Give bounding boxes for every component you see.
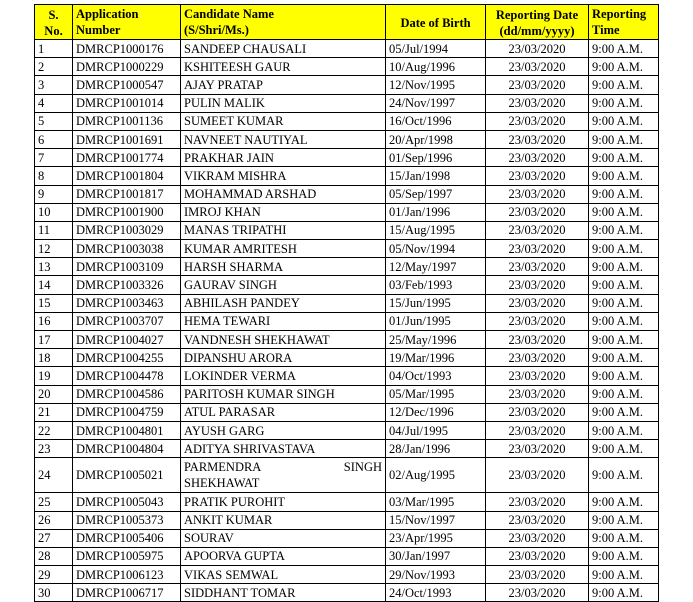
candidate-table — [34, 4, 659, 602]
table-row — [35, 203, 659, 221]
table-row — [35, 584, 659, 602]
cell-sno: 2 — [35, 58, 73, 76]
table-row — [35, 58, 659, 76]
table-row — [35, 149, 659, 167]
cell-candidate-name: AYUSH GARG — [181, 421, 386, 439]
cell-candidate-name: ANKIT KUMAR — [181, 511, 386, 529]
cell-candidate-name: ADITYA SHRIVASTAVA — [181, 440, 386, 458]
table-row — [35, 331, 659, 349]
cell-candidate-name — [181, 458, 386, 493]
cell-application-number: DMRCP1005373 — [73, 511, 181, 529]
cell-sno: 23 — [35, 440, 73, 458]
cell-candidate-name: PRAKHAR JAIN — [181, 149, 386, 167]
cell-sno: 6 — [35, 130, 73, 148]
cell-candidate-name: SOURAV — [181, 529, 386, 547]
cell-sno: 5 — [35, 112, 73, 130]
cell-reporting-time: 9:00 A.M. — [589, 385, 659, 403]
cell-date-of-birth: 12/Dec/1996 — [386, 403, 486, 421]
cell-reporting-date: 23/03/2020 — [486, 440, 589, 458]
table-row — [35, 458, 659, 493]
cell-sno: 10 — [35, 203, 73, 221]
cell-reporting-date: 23/03/2020 — [486, 112, 589, 130]
table-row — [35, 440, 659, 458]
header-sno: S. No. — [35, 5, 73, 40]
cell-application-number: DMRCP1001900 — [73, 203, 181, 221]
cell-application-number: DMRCP1003038 — [73, 240, 181, 258]
cell-date-of-birth: 02/Aug/1995 — [386, 458, 486, 493]
cell-candidate-name: DIPANSHU ARORA — [181, 349, 386, 367]
cell-reporting-date: 23/03/2020 — [486, 185, 589, 203]
cell-application-number: DMRCP1001136 — [73, 112, 181, 130]
cell-reporting-date: 23/03/2020 — [486, 566, 589, 584]
cell-application-number: DMRCP1000229 — [73, 58, 181, 76]
cell-date-of-birth: 29/Nov/1993 — [386, 566, 486, 584]
cell-sno: 15 — [35, 294, 73, 312]
cell-date-of-birth: 12/Nov/1995 — [386, 76, 486, 94]
cell-reporting-date: 23/03/2020 — [486, 203, 589, 221]
cell-reporting-time: 9:00 A.M. — [589, 203, 659, 221]
cell-candidate-name: ATUL PARASAR — [181, 403, 386, 421]
cell-application-number: DMRCP1000176 — [73, 40, 181, 58]
cell-reporting-time: 9:00 A.M. — [589, 511, 659, 529]
cell-reporting-date: 23/03/2020 — [486, 529, 589, 547]
cell-reporting-date: 23/03/2020 — [486, 221, 589, 239]
cell-application-number: DMRCP1003029 — [73, 221, 181, 239]
cell-reporting-time: 9:00 A.M. — [589, 349, 659, 367]
header-reporting-time: Reporting Time — [589, 5, 659, 40]
cell-date-of-birth: 05/Nov/1994 — [386, 240, 486, 258]
cell-reporting-time: 9:00 A.M. — [589, 40, 659, 58]
cell-reporting-date: 23/03/2020 — [486, 349, 589, 367]
header-application-number: Application Number — [73, 5, 181, 40]
cell-sno: 13 — [35, 258, 73, 276]
cell-reporting-time: 9:00 A.M. — [589, 276, 659, 294]
cell-reporting-time: 9:00 A.M. — [589, 312, 659, 330]
cell-reporting-time: 9:00 A.M. — [589, 294, 659, 312]
cell-sno: 9 — [35, 185, 73, 203]
cell-date-of-birth: 24/Oct/1993 — [386, 584, 486, 602]
cell-candidate-name: NAVNEET NAUTIYAL — [181, 130, 386, 148]
table-row — [35, 130, 659, 148]
table-row — [35, 312, 659, 330]
table-row — [35, 185, 659, 203]
table-row — [35, 221, 659, 239]
cell-application-number: DMRCP1005406 — [73, 529, 181, 547]
cell-sno: 1 — [35, 40, 73, 58]
cell-reporting-date: 23/03/2020 — [486, 94, 589, 112]
name-part: PARMENDRA — [184, 460, 262, 475]
cell-sno: 17 — [35, 331, 73, 349]
cell-application-number: DMRCP1001774 — [73, 149, 181, 167]
cell-date-of-birth: 15/Nov/1997 — [386, 511, 486, 529]
cell-candidate-name: VIKRAM MISHRA — [181, 167, 386, 185]
table-row — [35, 367, 659, 385]
cell-reporting-date: 23/03/2020 — [486, 40, 589, 58]
cell-candidate-name: KUMAR AMRITESH — [181, 240, 386, 258]
cell-reporting-date: 23/03/2020 — [486, 258, 589, 276]
cell-reporting-time: 9:00 A.M. — [589, 149, 659, 167]
cell-application-number: DMRCP1006717 — [73, 584, 181, 602]
cell-date-of-birth: 25/May/1996 — [386, 331, 486, 349]
table-row — [35, 403, 659, 421]
cell-reporting-date: 23/03/2020 — [486, 276, 589, 294]
table-row — [35, 167, 659, 185]
cell-sno: 30 — [35, 584, 73, 602]
cell-date-of-birth: 24/Nov/1997 — [386, 94, 486, 112]
cell-date-of-birth: 01/Jan/1996 — [386, 203, 486, 221]
cell-sno: 4 — [35, 94, 73, 112]
cell-reporting-time: 9:00 A.M. — [589, 458, 659, 493]
cell-reporting-time: 9:00 A.M. — [589, 221, 659, 239]
cell-sno: 24 — [35, 458, 73, 493]
table-row — [35, 566, 659, 584]
cell-application-number: DMRCP1003463 — [73, 294, 181, 312]
cell-sno: 26 — [35, 511, 73, 529]
cell-candidate-name: ABHILASH PANDEY — [181, 294, 386, 312]
cell-reporting-date: 23/03/2020 — [486, 331, 589, 349]
cell-application-number: DMRCP1001804 — [73, 167, 181, 185]
cell-reporting-time: 9:00 A.M. — [589, 493, 659, 511]
table-row — [35, 421, 659, 439]
cell-date-of-birth: 01/Jun/1995 — [386, 312, 486, 330]
table-row — [35, 258, 659, 276]
cell-reporting-date: 23/03/2020 — [486, 167, 589, 185]
cell-date-of-birth: 10/Aug/1996 — [386, 58, 486, 76]
cell-reporting-time: 9:00 A.M. — [589, 112, 659, 130]
cell-sno: 14 — [35, 276, 73, 294]
cell-reporting-date: 23/03/2020 — [486, 584, 589, 602]
cell-application-number: DMRCP1005043 — [73, 493, 181, 511]
cell-date-of-birth: 04/Oct/1993 — [386, 367, 486, 385]
cell-reporting-time: 9:00 A.M. — [589, 584, 659, 602]
cell-sno: 21 — [35, 403, 73, 421]
cell-candidate-name: VIKAS SEMWAL — [181, 566, 386, 584]
table-row — [35, 529, 659, 547]
cell-sno: 19 — [35, 367, 73, 385]
cell-application-number: DMRCP1004478 — [73, 367, 181, 385]
cell-reporting-time: 9:00 A.M. — [589, 421, 659, 439]
cell-reporting-time: 9:00 A.M. — [589, 547, 659, 565]
cell-application-number: DMRCP1004586 — [73, 385, 181, 403]
cell-application-number: DMRCP1003707 — [73, 312, 181, 330]
cell-candidate-name: SANDEEP CHAUSALI — [181, 40, 386, 58]
cell-application-number: DMRCP1004255 — [73, 349, 181, 367]
cell-date-of-birth: 01/Sep/1996 — [386, 149, 486, 167]
table-row — [35, 511, 659, 529]
cell-reporting-time: 9:00 A.M. — [589, 76, 659, 94]
cell-application-number: DMRCP1004027 — [73, 331, 181, 349]
cell-candidate-name: PARITOSH KUMAR SINGH — [181, 385, 386, 403]
cell-candidate-name: SUMEET KUMAR — [181, 112, 386, 130]
cell-candidate-name: HARSH SHARMA — [181, 258, 386, 276]
cell-reporting-date: 23/03/2020 — [486, 76, 589, 94]
table-row — [35, 240, 659, 258]
cell-reporting-time: 9:00 A.M. — [589, 130, 659, 148]
cell-candidate-name: GAURAV SINGH — [181, 276, 386, 294]
name-part: SINGH — [343, 460, 382, 475]
cell-application-number: DMRCP1004804 — [73, 440, 181, 458]
cell-date-of-birth: 16/Oct/1996 — [386, 112, 486, 130]
cell-reporting-date: 23/03/2020 — [486, 458, 589, 493]
cell-application-number: DMRCP1004801 — [73, 421, 181, 439]
cell-sno: 11 — [35, 221, 73, 239]
cell-application-number: DMRCP1003109 — [73, 258, 181, 276]
cell-date-of-birth: 05/Jul/1994 — [386, 40, 486, 58]
table-row — [35, 94, 659, 112]
cell-application-number: DMRCP1006123 — [73, 566, 181, 584]
cell-reporting-date: 23/03/2020 — [486, 294, 589, 312]
cell-candidate-name: VANDNESH SHEKHAWAT — [181, 331, 386, 349]
cell-date-of-birth: 23/Apr/1995 — [386, 529, 486, 547]
cell-reporting-date: 23/03/2020 — [486, 58, 589, 76]
cell-date-of-birth: 28/Jan/1996 — [386, 440, 486, 458]
table-row — [35, 349, 659, 367]
cell-sno: 20 — [35, 385, 73, 403]
cell-application-number: DMRCP1001817 — [73, 185, 181, 203]
cell-date-of-birth: 15/Jun/1995 — [386, 294, 486, 312]
cell-application-number: DMRCP1004759 — [73, 403, 181, 421]
name-part: SHEKHAWAT — [184, 476, 260, 491]
cell-sno: 8 — [35, 167, 73, 185]
cell-candidate-name: KSHITEESH GAUR — [181, 58, 386, 76]
table-row — [35, 493, 659, 511]
cell-reporting-date: 23/03/2020 — [486, 493, 589, 511]
header-reporting-date: Reporting Date (dd/mm/yyyy) — [486, 5, 589, 40]
cell-date-of-birth: 30/Jan/1997 — [386, 547, 486, 565]
cell-sno: 27 — [35, 529, 73, 547]
cell-reporting-date: 23/03/2020 — [486, 421, 589, 439]
cell-sno: 16 — [35, 312, 73, 330]
cell-sno: 3 — [35, 76, 73, 94]
cell-date-of-birth: 03/Mar/1995 — [386, 493, 486, 511]
cell-reporting-date: 23/03/2020 — [486, 385, 589, 403]
header-date-of-birth: Date of Birth — [386, 5, 486, 40]
cell-reporting-time: 9:00 A.M. — [589, 240, 659, 258]
table-row — [35, 112, 659, 130]
cell-reporting-time: 9:00 A.M. — [589, 566, 659, 584]
cell-date-of-birth: 04/Jul/1995 — [386, 421, 486, 439]
cell-reporting-time: 9:00 A.M. — [589, 258, 659, 276]
cell-reporting-date: 23/03/2020 — [486, 312, 589, 330]
cell-sno: 12 — [35, 240, 73, 258]
cell-date-of-birth: 20/Apr/1998 — [386, 130, 486, 148]
cell-reporting-time: 9:00 A.M. — [589, 167, 659, 185]
table-row — [35, 547, 659, 565]
cell-candidate-name: PRATIK PUROHIT — [181, 493, 386, 511]
cell-application-number: DMRCP1000547 — [73, 76, 181, 94]
cell-date-of-birth: 19/Mar/1996 — [386, 349, 486, 367]
cell-reporting-date: 23/03/2020 — [486, 403, 589, 421]
cell-sno: 29 — [35, 566, 73, 584]
cell-reporting-time: 9:00 A.M. — [589, 185, 659, 203]
cell-date-of-birth: 12/May/1997 — [386, 258, 486, 276]
cell-candidate-name: PULIN MALIK — [181, 94, 386, 112]
table-row — [35, 276, 659, 294]
cell-date-of-birth: 15/Jan/1998 — [386, 167, 486, 185]
cell-date-of-birth: 05/Mar/1995 — [386, 385, 486, 403]
cell-candidate-name: HEMA TEWARI — [181, 312, 386, 330]
header-row — [35, 5, 659, 40]
cell-reporting-date: 23/03/2020 — [486, 511, 589, 529]
cell-reporting-date: 23/03/2020 — [486, 149, 589, 167]
cell-reporting-time: 9:00 A.M. — [589, 367, 659, 385]
cell-application-number: DMRCP1005975 — [73, 547, 181, 565]
cell-sno: 18 — [35, 349, 73, 367]
header-candidate-name: Candidate Name (S/Shri/Ms.) — [181, 5, 386, 40]
cell-reporting-time: 9:00 A.M. — [589, 58, 659, 76]
cell-candidate-name: IMROJ KHAN — [181, 203, 386, 221]
table-row — [35, 40, 659, 58]
cell-date-of-birth: 15/Aug/1995 — [386, 221, 486, 239]
table-row — [35, 294, 659, 312]
cell-reporting-date: 23/03/2020 — [486, 367, 589, 385]
cell-application-number: DMRCP1003326 — [73, 276, 181, 294]
cell-sno: 25 — [35, 493, 73, 511]
cell-reporting-date: 23/03/2020 — [486, 130, 589, 148]
cell-reporting-date: 23/03/2020 — [486, 547, 589, 565]
cell-candidate-name: LOKINDER VERMA — [181, 367, 386, 385]
cell-candidate-name: MANAS TRIPATHI — [181, 221, 386, 239]
cell-date-of-birth: 05/Sep/1997 — [386, 185, 486, 203]
cell-reporting-time: 9:00 A.M. — [589, 403, 659, 421]
cell-reporting-time: 9:00 A.M. — [589, 529, 659, 547]
cell-candidate-name: SIDDHANT TOMAR — [181, 584, 386, 602]
cell-candidate-name: AJAY PRATAP — [181, 76, 386, 94]
cell-reporting-time: 9:00 A.M. — [589, 94, 659, 112]
cell-reporting-time: 9:00 A.M. — [589, 331, 659, 349]
cell-candidate-name: APOORVA GUPTA — [181, 547, 386, 565]
cell-sno: 22 — [35, 421, 73, 439]
table-row — [35, 76, 659, 94]
cell-candidate-name: MOHAMMAD ARSHAD — [181, 185, 386, 203]
cell-application-number: DMRCP1001691 — [73, 130, 181, 148]
cell-sno: 28 — [35, 547, 73, 565]
cell-reporting-date: 23/03/2020 — [486, 240, 589, 258]
cell-application-number: DMRCP1001014 — [73, 94, 181, 112]
table-row — [35, 385, 659, 403]
cell-application-number: DMRCP1005021 — [73, 458, 181, 493]
cell-sno: 7 — [35, 149, 73, 167]
cell-reporting-time: 9:00 A.M. — [589, 440, 659, 458]
cell-date-of-birth: 03/Feb/1993 — [386, 276, 486, 294]
